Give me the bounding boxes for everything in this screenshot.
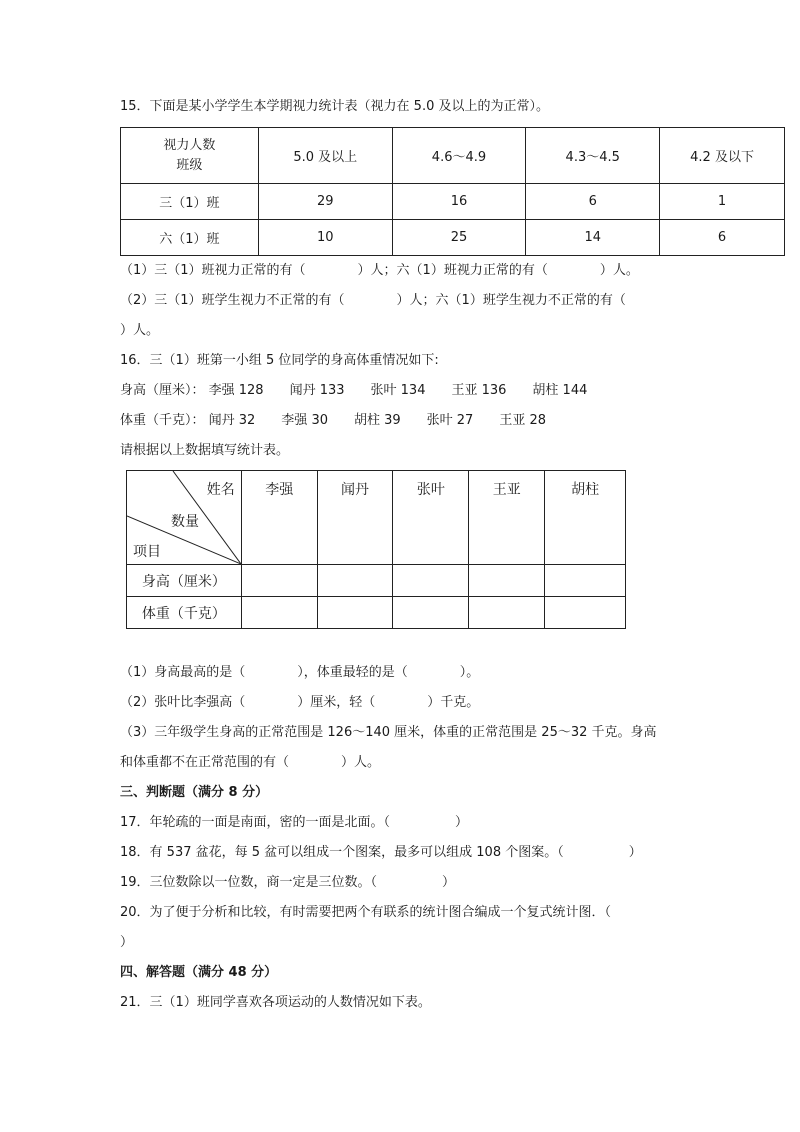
answer-cell[interactable] (545, 565, 626, 597)
answer-cell[interactable] (545, 597, 626, 629)
answer-cell[interactable] (241, 597, 317, 629)
cell: 16 (392, 184, 526, 220)
q15-title: 15．下面是某小学学生本学期视力统计表（视力在 5.0 及以上的为正常）。 (120, 99, 549, 114)
col-header: 4.3～4.5 (526, 128, 660, 184)
answer-cell[interactable] (469, 597, 545, 629)
row-label: 身高（厘米） (127, 565, 242, 597)
answer-cell[interactable] (393, 597, 469, 629)
row-label: 六（1）班 (121, 220, 259, 256)
q17: 17．年轮疏的一面是南面，密的一面是北面。（ ） (120, 815, 469, 830)
cell: 6 (526, 184, 660, 220)
cell: 6 (660, 220, 785, 256)
q15-sub2: （2）三（1）班学生视力不正常的有（ ）人；六（1）班学生视力不正常的有（ (120, 293, 626, 308)
header-top: 视力人数 (163, 137, 216, 153)
cell: 29 (258, 184, 392, 220)
height-weight-table (126, 470, 626, 629)
q19: 19．三位数除以一位数，商一定是三位数。（ ） (120, 875, 456, 890)
col-header: 5.0 及以上 (258, 128, 392, 184)
q15-sub2b: ）人。 (120, 323, 160, 338)
q21: 21．三（1）班同学喜欢各项运动的人数情况如下表。 (120, 995, 431, 1010)
q18: 18．有 537 盆花，每 5 盆可以组成一个图案，最多可以组成 108 个图案。（ ） (120, 845, 642, 860)
q16-sub1: （1）身高最高的是（ ），体重最轻的是（ ）。 (120, 665, 480, 680)
q20: 20．为了便于分析和比较，有时需要把两个有联系的统计图合编成一个复式统计图．（ (120, 905, 612, 920)
col-header: 4.2 及以下 (660, 128, 785, 184)
name-header: 李强 (241, 471, 317, 565)
q16-heights: 身高（厘米）： 李强 128 闻丹 133 张叶 134 王亚 136 胡柱 144 (120, 383, 588, 398)
cell: 25 (392, 220, 526, 256)
q20b: ） (120, 935, 134, 950)
answer-cell[interactable] (317, 565, 393, 597)
row-label: 体重（千克） (127, 597, 242, 629)
q16-sub3b: 和体重都不在正常范围的有（ ）人。 (120, 755, 381, 770)
table-row (127, 597, 626, 629)
q15-sub1: （1）三（1）班视力正常的有（ ）人；六（1）班视力正常的有（ ）人。 (120, 263, 639, 278)
cell: 1 (660, 184, 785, 220)
cell: 14 (526, 220, 660, 256)
name-header: 胡柱 (545, 471, 626, 565)
section3-heading: 三、判断题（满分 8 分） (120, 785, 269, 800)
q16-title: 16．三（1）班第一小组 5 位同学的身高体重情况如下: (120, 353, 439, 368)
answer-cell[interactable] (469, 565, 545, 597)
vision-table-header-corner (121, 128, 259, 184)
table-row (121, 184, 785, 220)
diag-qty-label: 数量 (171, 514, 199, 530)
section4-heading: 四、解答题（满分 48 分） (120, 965, 278, 980)
q16-weights: 体重（千克）： 闻丹 32 李强 30 胡柱 39 张叶 27 王亚 28 (120, 413, 547, 428)
q16-instruction: 请根据以上数据填写统计表。 (120, 443, 290, 458)
q16-sub2: （2）张叶比李强高（ ）厘米，轻（ ）千克。 (120, 695, 480, 710)
diag-item-label: 项目 (133, 544, 161, 560)
name-header: 闻丹 (317, 471, 393, 565)
cell: 10 (258, 220, 392, 256)
vision-table (120, 127, 785, 256)
answer-cell[interactable] (241, 565, 317, 597)
answer-cell[interactable] (317, 597, 393, 629)
name-header: 张叶 (393, 471, 469, 565)
answer-cell[interactable] (393, 565, 469, 597)
header-bottom: 班级 (176, 157, 203, 173)
diag-name-label: 姓名 (206, 482, 235, 498)
row-label: 三（1）班 (121, 184, 259, 220)
col-header: 4.6～4.9 (392, 128, 526, 184)
diagonal-header (127, 471, 242, 565)
table-row (127, 565, 626, 597)
name-header: 王亚 (469, 471, 545, 565)
table-row (121, 220, 785, 256)
q16-sub3: （3）三年级学生身高的正常范围是 126～140 厘米，体重的正常范围是 25～32 千克。身高 (120, 725, 657, 740)
